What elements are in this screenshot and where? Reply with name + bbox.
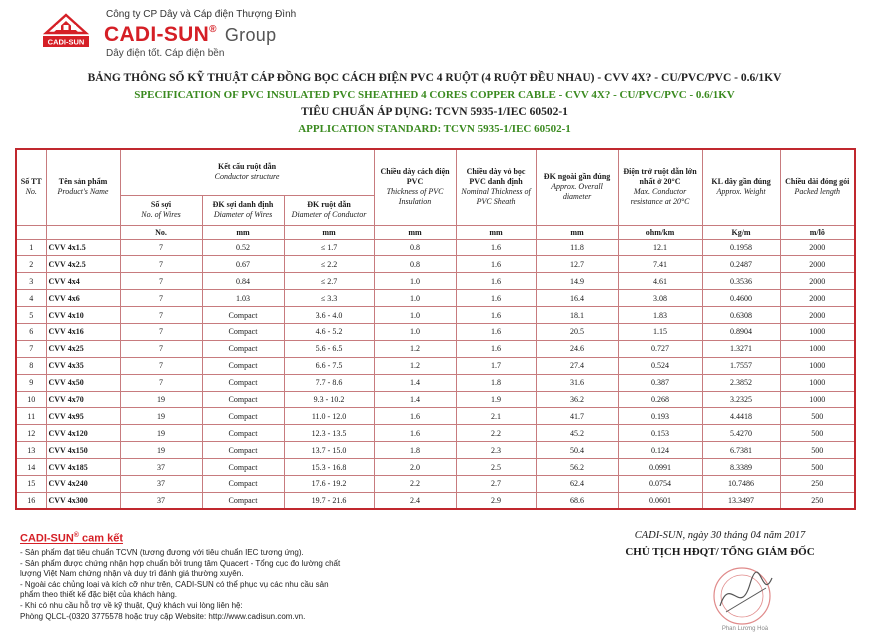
col-no-header: Số TT No. — [16, 149, 46, 225]
packed-length-cell: 1000 — [780, 357, 855, 374]
table-row — [16, 391, 855, 408]
wires-cell: 37 — [120, 475, 202, 492]
overall-diameter-cell: 12.7 — [536, 256, 618, 273]
insulation-cell: 1.0 — [374, 307, 456, 324]
sheath-cell: 2.2 — [456, 425, 536, 442]
table-row — [16, 459, 855, 476]
overall-diameter-cell: 56.2 — [536, 459, 618, 476]
insulation-cell: 1.2 — [374, 357, 456, 374]
title-english: SPECIFICATION OF PVC INSULATED PVC SHEATHED 4 CORES COPPER CABLE - CVV 4X? - CU/PVC/PVC - 0.6/1KV — [134, 89, 735, 101]
resistance-cell: 0.524 — [618, 357, 702, 374]
table-row — [16, 425, 855, 442]
wires-cell: 19 — [120, 442, 202, 459]
packed-length-cell: 2000 — [780, 239, 855, 256]
sheath-cell: 1.9 — [456, 391, 536, 408]
product-name-cell: CVV 4x240 — [46, 475, 120, 492]
overall-diameter-cell: 20.5 — [536, 323, 618, 340]
conductor-diameter-cell: ≤ 3.3 — [284, 290, 374, 307]
sheath-cell: 1.6 — [456, 290, 536, 307]
sheath-cell: 2.3 — [456, 442, 536, 459]
conductor-diameter-cell: 15.3 - 16.8 — [284, 459, 374, 476]
row-no-cell: 10 — [16, 391, 46, 408]
unit-cell — [16, 225, 46, 239]
weight-cell: 1.3271 — [702, 340, 780, 357]
resistance-cell: 0.268 — [618, 391, 702, 408]
document-date: CADI-SUN, ngày 30 tháng 04 năm 2017 — [634, 530, 806, 541]
row-no-cell: 13 — [16, 442, 46, 459]
col-conductor-diameter-header: ĐK ruột dẫn Diameter of Conductor — [284, 195, 374, 225]
wires-cell: 7 — [120, 256, 202, 273]
conductor-diameter-cell: ≤ 2.2 — [284, 256, 374, 273]
wires-cell: 7 — [120, 273, 202, 290]
signer-name: Phan Lương Hoà — [721, 626, 769, 632]
wires-cell: 19 — [120, 425, 202, 442]
col-wire-diameter-header: ĐK sợi danh định Diameter of Wires — [202, 195, 284, 225]
product-name-cell: CVV 4x10 — [46, 307, 120, 324]
wires-cell: 7 — [120, 323, 202, 340]
resistance-cell: 0.727 — [618, 340, 702, 357]
insulation-cell: 0.8 — [374, 239, 456, 256]
overall-diameter-cell: 62.4 — [536, 475, 618, 492]
note-line: - Ngoài các chủng loại và kích cỡ như trên, CADI-SUN có thể phục vụ các nhu cầu sản — [20, 579, 329, 589]
spec-table — [15, 148, 856, 510]
table-row — [16, 273, 855, 290]
conductor-diameter-cell: 3.6 - 4.0 — [284, 307, 374, 324]
wire-diameter-cell: 1.03 — [202, 290, 284, 307]
wire-diameter-cell: Compact — [202, 475, 284, 492]
row-no-cell: 1 — [16, 239, 46, 256]
conductor-diameter-cell: 7.7 - 8.6 — [284, 374, 374, 391]
unit-cell: mm — [284, 225, 374, 239]
packed-length-cell: 1000 — [780, 391, 855, 408]
packed-length-cell: 2000 — [780, 273, 855, 290]
insulation-cell: 1.6 — [374, 425, 456, 442]
weight-cell: 6.7381 — [702, 442, 780, 459]
wires-cell: 7 — [120, 239, 202, 256]
commitment-notes — [20, 548, 400, 622]
resistance-cell: 0.0601 — [618, 492, 702, 509]
sheath-cell: 1.6 — [456, 307, 536, 324]
cadisun-logo-icon — [40, 12, 92, 52]
sheath-cell: 1.7 — [456, 357, 536, 374]
overall-diameter-cell: 45.2 — [536, 425, 618, 442]
sheath-cell: 1.6 — [456, 323, 536, 340]
packed-length-cell: 2000 — [780, 290, 855, 307]
sheath-cell: 2.5 — [456, 459, 536, 476]
sheath-cell: 1.8 — [456, 374, 536, 391]
unit-cell: No. — [120, 225, 202, 239]
insulation-cell: 1.8 — [374, 442, 456, 459]
overall-diameter-cell: 18.1 — [536, 307, 618, 324]
wire-diameter-cell: Compact — [202, 307, 284, 324]
wires-cell: 37 — [120, 492, 202, 509]
resistance-cell: 4.61 — [618, 273, 702, 290]
resistance-cell: 0.124 — [618, 442, 702, 459]
row-no-cell: 3 — [16, 273, 46, 290]
unit-cell: mm — [536, 225, 618, 239]
col-weight-header: KL dây gần đúng Approx. Weight — [702, 149, 780, 225]
row-no-cell: 8 — [16, 357, 46, 374]
conductor-diameter-cell: 6.6 - 7.5 — [284, 357, 374, 374]
overall-diameter-cell: 36.2 — [536, 391, 618, 408]
row-no-cell: 14 — [16, 459, 46, 476]
unit-cell — [46, 225, 120, 239]
product-name-cell: CVV 4x70 — [46, 391, 120, 408]
product-name-cell: CVV 4x2.5 — [46, 256, 120, 273]
packed-length-cell: 250 — [780, 492, 855, 509]
table-row — [16, 290, 855, 307]
standard-vietnamese: TIÊU CHUẨN ÁP DỤNG: TCVN 5935-1/IEC 60502-1 — [301, 106, 568, 118]
weight-cell: 2.3852 — [702, 374, 780, 391]
conductor-diameter-cell: 5.6 - 6.5 — [284, 340, 374, 357]
col-insulation-header: Chiều dày cách điện PVC Thickness of PVC Insulation — [374, 149, 456, 225]
wires-cell: 19 — [120, 408, 202, 425]
col-name-header: Tên sản phẩm Product's Name — [46, 149, 120, 225]
wire-diameter-cell: Compact — [202, 408, 284, 425]
conductor-diameter-cell: 9.3 - 10.2 — [284, 391, 374, 408]
weight-cell: 0.8904 — [702, 323, 780, 340]
weight-cell: 8.3389 — [702, 459, 780, 476]
overall-diameter-cell: 24.6 — [536, 340, 618, 357]
sheath-cell: 1.6 — [456, 256, 536, 273]
note-line: lượng Việt Nam chứng nhận và duy trì đánh giá thường xuyên. — [20, 569, 244, 579]
wire-diameter-cell: Compact — [202, 425, 284, 442]
commitment-heading: CADI-SUN® cam kết — [20, 532, 123, 545]
insulation-cell: 2.0 — [374, 459, 456, 476]
insulation-cell: 1.2 — [374, 340, 456, 357]
wire-diameter-cell: 0.52 — [202, 239, 284, 256]
packed-length-cell: 250 — [780, 475, 855, 492]
product-name-cell: CVV 4x25 — [46, 340, 120, 357]
conductor-diameter-cell: 13.7 - 15.0 — [284, 442, 374, 459]
table-row — [16, 256, 855, 273]
unit-cell: Kg/m — [702, 225, 780, 239]
weight-cell: 0.6308 — [702, 307, 780, 324]
overall-diameter-cell: 14.9 — [536, 273, 618, 290]
insulation-cell: 1.6 — [374, 408, 456, 425]
insulation-cell: 0.8 — [374, 256, 456, 273]
wires-cell: 7 — [120, 374, 202, 391]
wire-diameter-cell: Compact — [202, 340, 284, 357]
overall-diameter-cell: 31.6 — [536, 374, 618, 391]
wires-cell: 7 — [120, 357, 202, 374]
units-row — [16, 225, 855, 239]
wires-cell: 7 — [120, 340, 202, 357]
weight-cell: 4.4418 — [702, 408, 780, 425]
table-row — [16, 408, 855, 425]
product-name-cell: CVV 4x35 — [46, 357, 120, 374]
resistance-cell: 1.83 — [618, 307, 702, 324]
sheath-cell: 1.6 — [456, 340, 536, 357]
col-length-header: Chiều dài đóng gói Packed length — [780, 149, 855, 225]
product-name-cell: CVV 4x300 — [46, 492, 120, 509]
document-titles — [0, 70, 869, 138]
unit-cell: mm — [456, 225, 536, 239]
sheath-cell: 1.6 — [456, 239, 536, 256]
table-row — [16, 307, 855, 324]
table-row — [16, 442, 855, 459]
note-line: - Sản phẩm được chứng nhận hợp chuẩn bởi trung tâm Quacert - Tổng cục đo lường chất — [20, 558, 341, 568]
weight-cell: 0.3536 — [702, 273, 780, 290]
wire-diameter-cell: Compact — [202, 323, 284, 340]
insulation-cell: 2.4 — [374, 492, 456, 509]
resistance-cell: 7.41 — [618, 256, 702, 273]
table-row — [16, 239, 855, 256]
conductor-diameter-cell: 19.7 - 21.6 — [284, 492, 374, 509]
insulation-cell: 1.0 — [374, 273, 456, 290]
weight-cell: 0.2487 — [702, 256, 780, 273]
resistance-cell: 3.08 — [618, 290, 702, 307]
row-no-cell: 12 — [16, 425, 46, 442]
packed-length-cell: 1000 — [780, 340, 855, 357]
wire-diameter-cell: Compact — [202, 442, 284, 459]
brand-text: CADI-SUN — [104, 23, 210, 46]
table-row — [16, 323, 855, 340]
note-line: phẩm theo thiết kế đặc biệt của khách hàng. — [20, 590, 177, 600]
product-name-cell: CVV 4x50 — [46, 374, 120, 391]
table-row — [16, 475, 855, 492]
title-vietnamese: BẢNG THÔNG SỐ KỸ THUẬT CÁP ĐỒNG BỌC CÁCH ĐIỆN PVC 4 RUỘT (4 RUỘT ĐỀU NHAU) - CVV 4X? - CU/PVC/PVC - 0.6/1KV — [87, 72, 782, 84]
weight-cell: 13.3497 — [702, 492, 780, 509]
row-no-cell: 9 — [16, 374, 46, 391]
sheath-cell: 2.9 — [456, 492, 536, 509]
row-no-cell: 5 — [16, 307, 46, 324]
sheath-cell: 2.1 — [456, 408, 536, 425]
packed-length-cell: 500 — [780, 442, 855, 459]
packed-length-cell: 1000 — [780, 323, 855, 340]
row-no-cell: 16 — [16, 492, 46, 509]
overall-diameter-cell: 11.8 — [536, 239, 618, 256]
weight-cell: 0.4600 — [702, 290, 780, 307]
product-name-cell: CVV 4x16 — [46, 323, 120, 340]
brand-group: Group — [224, 25, 277, 45]
brand-name — [104, 23, 276, 47]
wires-cell: 7 — [120, 307, 202, 324]
signature-stamp-icon — [700, 562, 790, 632]
insulation-cell: 1.4 — [374, 391, 456, 408]
col-diameter-header: ĐK ngoài gần đúng Approx. Overall diameter — [536, 149, 618, 225]
wire-diameter-cell: Compact — [202, 391, 284, 408]
table-row — [16, 340, 855, 357]
wire-diameter-cell: Compact — [202, 374, 284, 391]
row-no-cell: 11 — [16, 408, 46, 425]
wire-diameter-cell: 0.67 — [202, 256, 284, 273]
resistance-cell: 0.387 — [618, 374, 702, 391]
overall-diameter-cell: 68.6 — [536, 492, 618, 509]
note-line: - Sản phẩm đạt tiêu chuẩn TCVN (tương đương với tiêu chuẩn IEC tương ứng). — [20, 548, 304, 557]
row-no-cell: 4 — [16, 290, 46, 307]
wires-cell: 7 — [120, 290, 202, 307]
logo-text: CADI-SUN — [47, 37, 85, 47]
overall-diameter-cell: 50.4 — [536, 442, 618, 459]
company-name: Công ty CP Dây và Cáp điện Thượng Đình — [106, 9, 297, 20]
packed-length-cell: 1000 — [780, 374, 855, 391]
product-name-cell: CVV 4x4 — [46, 273, 120, 290]
col-sheath-header: Chiều dày vỏ bọc PVC danh định Nominal Thickness of PVC Sheath — [456, 149, 536, 225]
resistance-cell: 1.15 — [618, 323, 702, 340]
sheath-cell: 2.7 — [456, 475, 536, 492]
packed-length-cell: 500 — [780, 459, 855, 476]
unit-cell: mm — [374, 225, 456, 239]
resistance-cell: 0.0754 — [618, 475, 702, 492]
row-no-cell: 2 — [16, 256, 46, 273]
wire-diameter-cell: Compact — [202, 357, 284, 374]
wire-diameter-cell: 0.84 — [202, 273, 284, 290]
signer-title: CHỦ TỊCH HĐQT/ TỔNG GIÁM ĐỐC — [625, 546, 815, 558]
product-name-cell: CVV 4x185 — [46, 459, 120, 476]
table-row — [16, 492, 855, 509]
resistance-cell: 0.193 — [618, 408, 702, 425]
col-resistance-header: Điện trở ruột dẫn lớn nhất ở 20°C Max. Conductor resistance at 20°C — [618, 149, 702, 225]
col-conductor-header: Kết cấu ruột dẫn Conductor structure — [120, 149, 374, 195]
insulation-cell: 1.0 — [374, 323, 456, 340]
packed-length-cell: 500 — [780, 425, 855, 442]
conductor-diameter-cell: 17.6 - 19.2 — [284, 475, 374, 492]
table-row — [16, 357, 855, 374]
insulation-cell: 1.0 — [374, 290, 456, 307]
weight-cell: 1.7557 — [702, 357, 780, 374]
product-name-cell: CVV 4x6 — [46, 290, 120, 307]
insulation-cell: 1.4 — [374, 374, 456, 391]
unit-cell: m/lô — [780, 225, 855, 239]
wires-cell: 19 — [120, 391, 202, 408]
conductor-diameter-cell: 12.3 - 13.5 — [284, 425, 374, 442]
packed-length-cell: 500 — [780, 408, 855, 425]
wires-cell: 37 — [120, 459, 202, 476]
sheath-cell: 1.6 — [456, 273, 536, 290]
row-no-cell: 15 — [16, 475, 46, 492]
resistance-cell: 0.0991 — [618, 459, 702, 476]
page-header — [0, 0, 869, 70]
brand-tagline: Dây điện tốt. Cáp điện bền — [106, 48, 225, 59]
conductor-diameter-cell: 4.6 - 5.2 — [284, 323, 374, 340]
unit-cell: mm — [202, 225, 284, 239]
overall-diameter-cell: 27.4 — [536, 357, 618, 374]
brand-registered-mark: ® — [209, 24, 217, 35]
note-line: - Khi có nhu cầu hỗ trợ về kỹ thuật, Quý khách vui lòng liên hệ: — [20, 600, 243, 610]
product-name-cell: CVV 4x95 — [46, 408, 120, 425]
col-wires-header: Số sợi No. of Wires — [120, 195, 202, 225]
conductor-diameter-cell: ≤ 1.7 — [284, 239, 374, 256]
row-no-cell: 7 — [16, 340, 46, 357]
note-line: Phòng QLCL-(0320 3775578 hoặc truy cập Website: http://www.cadisun.com.vn. — [20, 611, 306, 621]
row-no-cell: 6 — [16, 323, 46, 340]
wire-diameter-cell: Compact — [202, 459, 284, 476]
resistance-cell: 12.1 — [618, 239, 702, 256]
weight-cell: 5.4270 — [702, 425, 780, 442]
insulation-cell: 2.2 — [374, 475, 456, 492]
overall-diameter-cell: 41.7 — [536, 408, 618, 425]
standard-english: APPLICATION STANDARD: TCVN 5935-1/IEC 60502-1 — [298, 123, 571, 135]
weight-cell: 0.1958 — [702, 239, 780, 256]
table-row — [16, 374, 855, 391]
conductor-diameter-cell: ≤ 2.7 — [284, 273, 374, 290]
product-name-cell: CVV 4x120 — [46, 425, 120, 442]
weight-cell: 10.7486 — [702, 475, 780, 492]
wire-diameter-cell: Compact — [202, 492, 284, 509]
product-name-cell: CVV 4x150 — [46, 442, 120, 459]
weight-cell: 3.2325 — [702, 391, 780, 408]
conductor-diameter-cell: 11.0 - 12.0 — [284, 408, 374, 425]
packed-length-cell: 2000 — [780, 256, 855, 273]
product-name-cell: CVV 4x1.5 — [46, 239, 120, 256]
resistance-cell: 0.153 — [618, 425, 702, 442]
overall-diameter-cell: 16.4 — [536, 290, 618, 307]
packed-length-cell: 2000 — [780, 307, 855, 324]
unit-cell: ohm/km — [618, 225, 702, 239]
